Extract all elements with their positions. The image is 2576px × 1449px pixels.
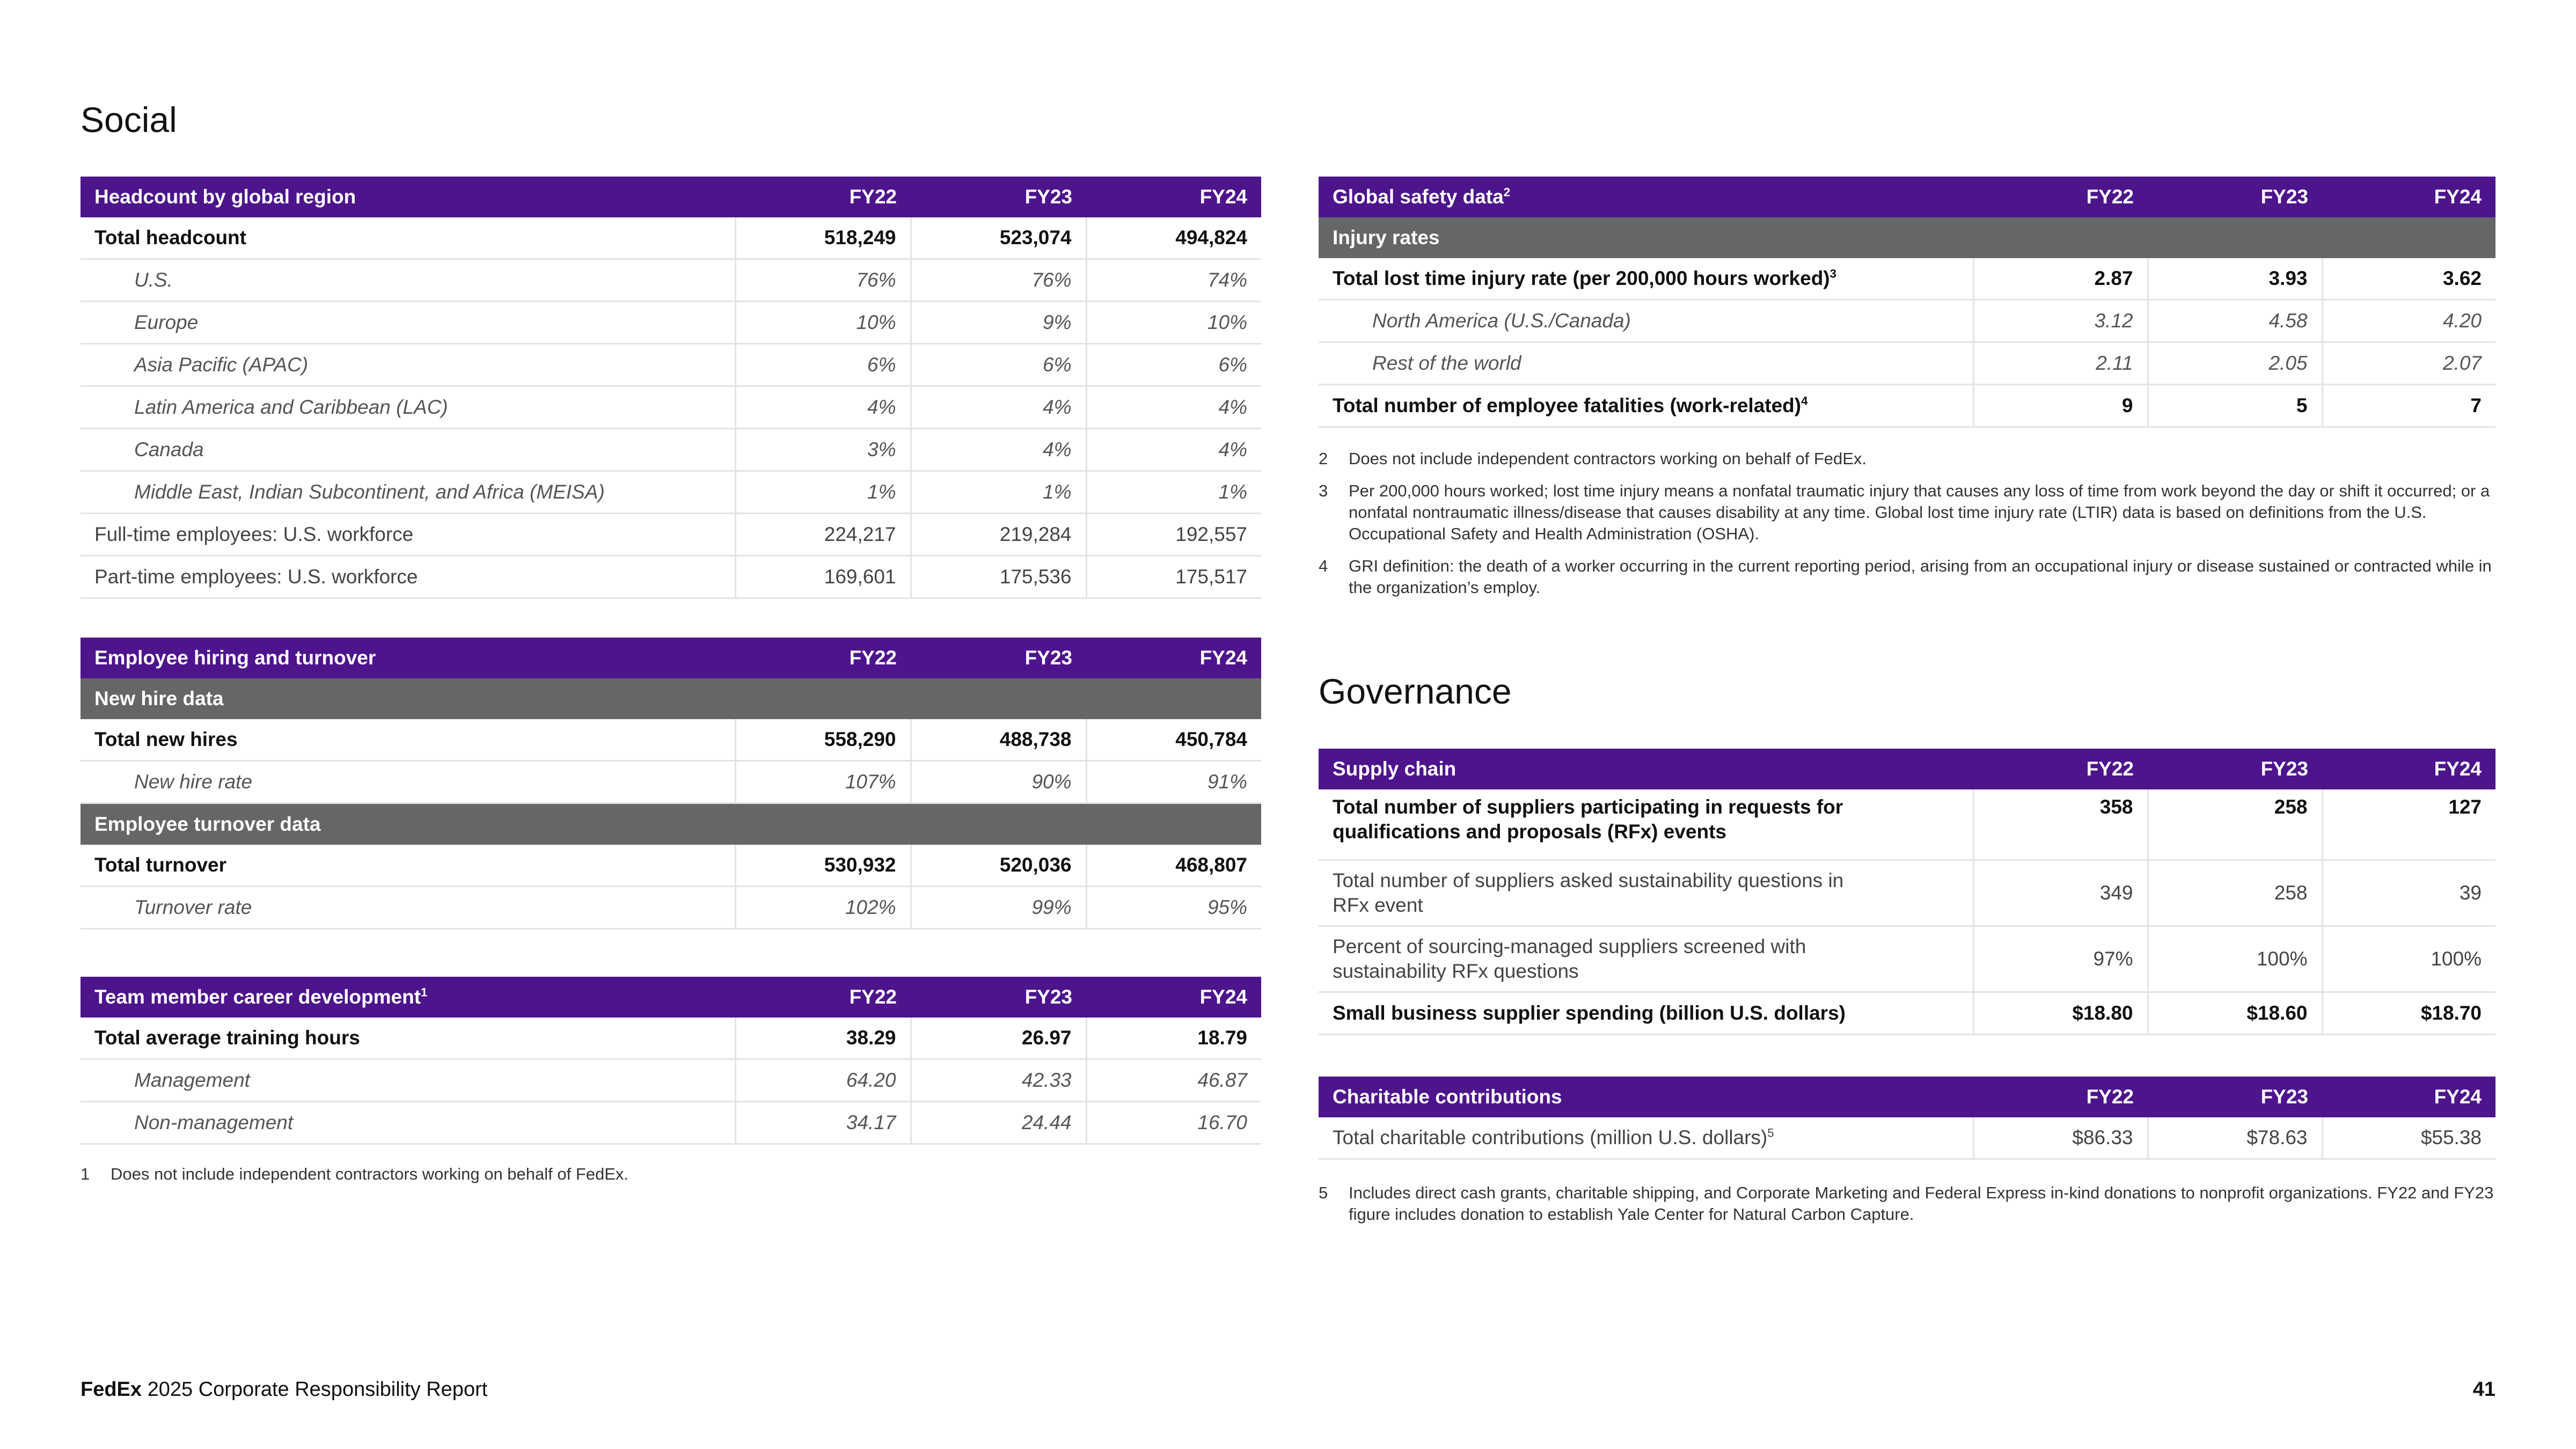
row-label bbox=[1319, 1117, 1973, 1159]
cell-value: 258 bbox=[2148, 860, 2322, 926]
row-label: North America (U.S./Canada) bbox=[1319, 300, 1973, 342]
hiring-turnover-table bbox=[80, 638, 1261, 930]
column-header: FY22 bbox=[1973, 749, 2148, 789]
column-header: Charitable contributions bbox=[1319, 1077, 1973, 1117]
cell-value: 91% bbox=[1086, 761, 1261, 803]
row-label: Small business supplier spending (billion U.S. dollars) bbox=[1319, 992, 1973, 1035]
cell-value: 46.87 bbox=[1086, 1059, 1261, 1102]
cell-value: 5 bbox=[2148, 385, 2322, 427]
cell-value: 38.29 bbox=[735, 1018, 911, 1059]
cell-value: 102% bbox=[735, 887, 911, 929]
cell-value: 10% bbox=[735, 302, 911, 344]
column-header: FY24 bbox=[2322, 177, 2496, 217]
cell-value: $86.33 bbox=[1973, 1117, 2148, 1159]
cell-value: 558,290 bbox=[735, 719, 911, 761]
footnote bbox=[1319, 1182, 2496, 1225]
cell-value: 518,249 bbox=[735, 217, 911, 259]
footnote-ref: 3 bbox=[1829, 267, 1836, 281]
row-label: Full-time employees: U.S. workforce bbox=[80, 514, 735, 556]
table-row bbox=[80, 1059, 1261, 1102]
column-header: FY22 bbox=[735, 177, 911, 217]
footnote-number: 2 bbox=[1319, 449, 1328, 468]
column-header: FY23 bbox=[2148, 749, 2322, 789]
header-label: Team member career development bbox=[94, 986, 421, 1008]
cell-value: 74% bbox=[1086, 259, 1261, 302]
row-label: Turnover rate bbox=[80, 887, 735, 929]
footnote bbox=[1319, 480, 2496, 545]
cell-value: 4.20 bbox=[2322, 300, 2496, 342]
report-footer bbox=[80, 1378, 487, 1401]
row-label: Total number of suppliers participating in requests for qualifications and proposals (RFx) events bbox=[1319, 789, 1973, 860]
table-row bbox=[80, 429, 1261, 471]
row-label: Percent of sourcing-managed suppliers screened with sustainability RFx questions bbox=[1319, 926, 1973, 992]
cell-value: 4% bbox=[735, 386, 911, 429]
cell-value: 175,517 bbox=[1086, 556, 1261, 598]
table-row bbox=[80, 1102, 1261, 1144]
cell-value: 219,284 bbox=[911, 514, 1086, 556]
row-label: U.S. bbox=[80, 259, 735, 302]
cell-value: 4% bbox=[911, 386, 1086, 429]
footnote bbox=[1319, 555, 2496, 598]
table-row bbox=[1319, 992, 2496, 1035]
cell-value: 99% bbox=[911, 887, 1086, 929]
row-label: Total headcount bbox=[80, 217, 735, 259]
cell-value: 4.58 bbox=[2148, 300, 2322, 342]
governance-title: Governance bbox=[1319, 671, 1512, 711]
footnote-number: 3 bbox=[1319, 481, 1328, 500]
table-row bbox=[1319, 385, 2496, 427]
row-label: Non-management bbox=[80, 1102, 735, 1144]
table-row bbox=[1319, 300, 2496, 342]
table-header-row bbox=[1319, 1077, 2496, 1117]
cell-value: $18.80 bbox=[1973, 992, 2148, 1035]
career-development-table bbox=[80, 977, 1261, 1145]
table-subheader-row bbox=[80, 678, 1261, 719]
cell-value: 1% bbox=[911, 471, 1086, 514]
column-header: FY23 bbox=[911, 177, 1086, 217]
table-row bbox=[1319, 789, 2496, 860]
footnote-text: Includes direct cash grants, charitable shipping, and Corporate Marketing and Federal Express in-kind donations to nonprofit organizations. FY22 and FY23 figure includes donation to establish Yale Center for Natural Carbon Capture. bbox=[1349, 1183, 2494, 1224]
cell-value: 523,074 bbox=[911, 217, 1086, 259]
row-label-text: Total charitable contributions (million U.S. dollars) bbox=[1333, 1126, 1768, 1148]
table-header-row bbox=[80, 638, 1261, 678]
table-row bbox=[80, 217, 1261, 259]
table-subheader-row bbox=[80, 803, 1261, 845]
row-label: Canada bbox=[80, 429, 735, 471]
subheader-label: New hire data bbox=[80, 678, 1261, 719]
footnote-ref: 2 bbox=[1503, 185, 1511, 199]
cell-value: 2.11 bbox=[1973, 342, 2148, 385]
row-label-text: Total lost time injury rate (per 200,000 hours worked) bbox=[1333, 267, 1830, 289]
row-label: Middle East, Indian Subcontinent, and Africa (MEISA) bbox=[80, 471, 735, 514]
footnote-ref: 1 bbox=[421, 985, 428, 999]
table-header-row bbox=[1319, 749, 2496, 789]
column-header: FY22 bbox=[1973, 177, 2148, 217]
cell-value: 1% bbox=[735, 471, 911, 514]
cell-value: 6% bbox=[911, 344, 1086, 386]
table-row bbox=[1319, 342, 2496, 385]
cell-value: 64.20 bbox=[735, 1059, 911, 1102]
row-label: Total average training hours bbox=[80, 1018, 735, 1059]
cell-value: 100% bbox=[2322, 926, 2496, 992]
footnote-ref: 4 bbox=[1801, 394, 1808, 408]
cell-value: 39 bbox=[2322, 860, 2496, 926]
cell-value: 100% bbox=[2148, 926, 2322, 992]
footnote bbox=[80, 1163, 1261, 1185]
table-header-row bbox=[80, 977, 1261, 1018]
cell-value: 2.87 bbox=[1973, 258, 2148, 300]
cell-value: 42.33 bbox=[911, 1059, 1086, 1102]
cell-value: 107% bbox=[735, 761, 911, 803]
cell-value: 127 bbox=[2322, 789, 2496, 860]
cell-value: 450,784 bbox=[1086, 719, 1261, 761]
row-label: Management bbox=[80, 1059, 735, 1102]
cell-value: 2.07 bbox=[2322, 342, 2496, 385]
table-row bbox=[1319, 1117, 2496, 1159]
table-row bbox=[80, 386, 1261, 429]
row-label: Asia Pacific (APAC) bbox=[80, 344, 735, 386]
column-header: FY24 bbox=[1086, 638, 1261, 678]
cell-value: 488,738 bbox=[911, 719, 1086, 761]
table-row bbox=[80, 761, 1261, 803]
cell-value: 520,036 bbox=[911, 845, 1086, 887]
table-row bbox=[1319, 258, 2496, 300]
cell-value: 258 bbox=[2148, 789, 2322, 860]
column-header bbox=[1319, 177, 1973, 217]
column-header: FY23 bbox=[2148, 1077, 2322, 1117]
headcount-table bbox=[80, 177, 1261, 599]
cell-value: 3.12 bbox=[1973, 300, 2148, 342]
cell-value: 175,536 bbox=[911, 556, 1086, 598]
column-header: FY22 bbox=[735, 977, 911, 1018]
cell-value: 3% bbox=[735, 429, 911, 471]
cell-value: 4% bbox=[1086, 386, 1261, 429]
column-header: FY24 bbox=[1086, 977, 1261, 1018]
header-label: Global safety data bbox=[1333, 186, 1504, 208]
row-label: Total turnover bbox=[80, 845, 735, 887]
cell-value: 24.44 bbox=[911, 1102, 1086, 1144]
cell-value: 530,932 bbox=[735, 845, 911, 887]
table-row bbox=[80, 556, 1261, 598]
cell-value: 9 bbox=[1973, 385, 2148, 427]
cell-value: 169,601 bbox=[735, 556, 911, 598]
table-row bbox=[80, 845, 1261, 887]
cell-value: 9% bbox=[911, 302, 1086, 344]
table-row bbox=[80, 887, 1261, 929]
cell-value: 90% bbox=[911, 761, 1086, 803]
table-row bbox=[1319, 926, 2496, 992]
cell-value: 76% bbox=[735, 259, 911, 302]
cell-value: 16.70 bbox=[1086, 1102, 1261, 1144]
cell-value: 26.97 bbox=[911, 1018, 1086, 1059]
cell-value: 224,217 bbox=[735, 514, 911, 556]
cell-value: 76% bbox=[911, 259, 1086, 302]
column-header: FY24 bbox=[1086, 177, 1261, 217]
cell-value: 4% bbox=[1086, 429, 1261, 471]
column-header: Supply chain bbox=[1319, 749, 1973, 789]
footnote bbox=[1319, 448, 2496, 470]
subheader-label: Injury rates bbox=[1319, 217, 2496, 258]
column-header bbox=[80, 977, 735, 1018]
table-row bbox=[80, 259, 1261, 302]
footnote-text: GRI definition: the death of a worker occurring in the current reporting period, arising from an occupational injury or disease sustained or contracted while in the organization’s employ. bbox=[1349, 557, 2492, 597]
subheader-label: Employee turnover data bbox=[80, 803, 1261, 845]
table-row bbox=[80, 302, 1261, 344]
cell-value: 10% bbox=[1086, 302, 1261, 344]
cell-value: 349 bbox=[1973, 860, 2148, 926]
row-label: Latin America and Caribbean (LAC) bbox=[80, 386, 735, 429]
cell-value: 97% bbox=[1973, 926, 2148, 992]
social-title: Social bbox=[80, 100, 177, 140]
row-label bbox=[1319, 385, 1973, 427]
cell-value: 18.79 bbox=[1086, 1018, 1261, 1059]
footnote-text: Does not include independent contractors working on behalf of FedEx. bbox=[111, 1165, 629, 1183]
row-label: Part-time employees: U.S. workforce bbox=[80, 556, 735, 598]
table-row bbox=[80, 719, 1261, 761]
cell-value: $18.70 bbox=[2322, 992, 2496, 1035]
cell-value: 34.17 bbox=[735, 1102, 911, 1144]
column-header: FY24 bbox=[2322, 1077, 2496, 1117]
column-header: Employee hiring and turnover bbox=[80, 638, 735, 678]
column-header: FY22 bbox=[735, 638, 911, 678]
page-number: 41 bbox=[2472, 1378, 2496, 1401]
row-label: Total new hires bbox=[80, 719, 735, 761]
footnote-number: 5 bbox=[1319, 1183, 1328, 1202]
row-label bbox=[1319, 258, 1973, 300]
table-row bbox=[80, 514, 1261, 556]
table-row bbox=[1319, 860, 2496, 926]
cell-value: 95% bbox=[1086, 887, 1261, 929]
row-label-text: Total number of employee fatalities (work-related) bbox=[1333, 394, 1802, 416]
row-label: Rest of the world bbox=[1319, 342, 1973, 385]
cell-value: 468,807 bbox=[1086, 845, 1261, 887]
footnote-number: 4 bbox=[1319, 557, 1328, 575]
table-row bbox=[80, 471, 1261, 514]
row-label: New hire rate bbox=[80, 761, 735, 803]
cell-value: 494,824 bbox=[1086, 217, 1261, 259]
column-header: FY23 bbox=[911, 977, 1086, 1018]
supply-chain-table bbox=[1319, 749, 2496, 1035]
cell-value: $78.63 bbox=[2148, 1117, 2322, 1159]
cell-value: 4% bbox=[911, 429, 1086, 471]
cell-value: 192,557 bbox=[1086, 514, 1261, 556]
cell-value: 1% bbox=[1086, 471, 1261, 514]
column-header: FY23 bbox=[2148, 177, 2322, 217]
report-title: 2025 Corporate Responsibility Report bbox=[142, 1378, 488, 1401]
footnote-text: Per 200,000 hours worked; lost time injury means a nonfatal traumatic injury that causes any loss of time from work beyond the day or shift it occurred; or a nonfatal nontraumatic illness/disease that causes disability at any time. Global lost time injury rate (LTIR) data is based on definitions from the U.S. Occupational Safety and Health Administration (OSHA). bbox=[1349, 481, 2490, 543]
cell-value: 358 bbox=[1973, 789, 2148, 860]
charitable-contributions-table bbox=[1319, 1077, 2496, 1160]
cell-value: 3.93 bbox=[2148, 258, 2322, 300]
cell-value: 3.62 bbox=[2322, 258, 2496, 300]
column-header: FY22 bbox=[1973, 1077, 2148, 1117]
footnote-number: 1 bbox=[80, 1165, 90, 1183]
cell-value: $55.38 bbox=[2322, 1117, 2496, 1159]
column-header: FY23 bbox=[911, 638, 1086, 678]
column-header: Headcount by global region bbox=[80, 177, 735, 217]
cell-value: 7 bbox=[2322, 385, 2496, 427]
footnote-text: Does not include independent contractors working on behalf of FedEx. bbox=[1349, 449, 1867, 468]
global-safety-table bbox=[1319, 177, 2496, 428]
cell-value: 6% bbox=[1086, 344, 1261, 386]
cell-value: $18.60 bbox=[2148, 992, 2322, 1035]
row-label: Europe bbox=[80, 302, 735, 344]
footnote-ref: 5 bbox=[1767, 1126, 1774, 1140]
table-header-row bbox=[80, 177, 1261, 217]
brand-name: FedEx bbox=[80, 1378, 142, 1401]
row-label: Total number of suppliers asked sustainability questions in RFx event bbox=[1319, 860, 1973, 926]
cell-value: 2.05 bbox=[2148, 342, 2322, 385]
table-header-row bbox=[1319, 177, 2496, 217]
table-row bbox=[80, 1018, 1261, 1059]
column-header: FY24 bbox=[2322, 749, 2496, 789]
table-row bbox=[80, 344, 1261, 386]
table-subheader-row bbox=[1319, 217, 2496, 258]
cell-value: 6% bbox=[735, 344, 911, 386]
